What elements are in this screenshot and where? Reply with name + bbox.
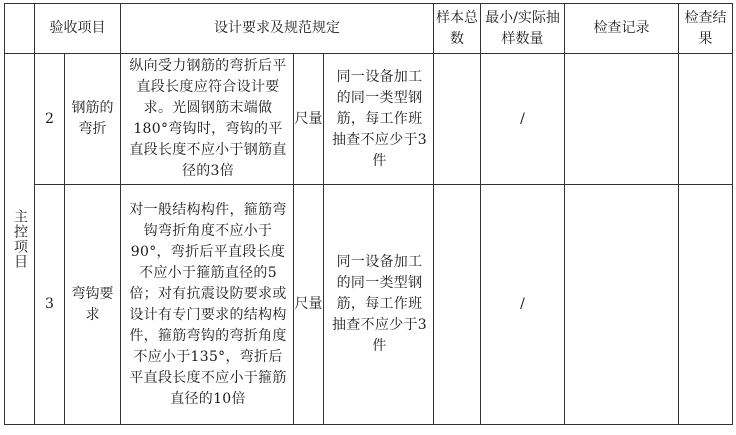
row-check-method: 尺量 <box>294 185 324 425</box>
row-item-name: 钢筋的弯折 <box>65 54 121 185</box>
row-inspection-record[interactable] <box>565 185 679 425</box>
row-index: 2 <box>35 54 65 185</box>
header-min-actual-sample: 最小/实际抽样数量 <box>481 4 565 54</box>
row-sampling-rule: 同一设备加工的同一类型钢筋，每工作班抽查不应少于3件 <box>324 185 434 425</box>
header-row <box>5 4 733 54</box>
group-label: 主控项目 <box>12 209 28 269</box>
table-row <box>5 54 733 185</box>
header-inspection-result: 检查结果 <box>679 4 733 54</box>
row-index: 3 <box>35 185 65 425</box>
table-row <box>5 185 733 425</box>
group-cell <box>5 54 35 425</box>
row-requirement: 纵向受力钢筋的弯折后平直段长度应符合设计要求。光圆钢筋末端做180°弯钩时，弯钩的平直段长度不应小于钢筋直径的3倍 <box>121 54 294 185</box>
row-sample-total[interactable] <box>434 185 481 425</box>
row-inspection-result[interactable] <box>679 54 733 185</box>
header-inspection-record: 检查记录 <box>565 4 679 54</box>
row-inspection-result[interactable] <box>679 185 733 425</box>
row-requirement: 对一般结构构件，箍筋弯钩弯折角度不应小于90°，弯折后平直段长度不应小于箍筋直径的5倍；对有抗震设防要求或设计有专门要求的结构构件，箍筋弯钩的弯折角度不应小于135°，弯折后平直段长度不应小于箍筋直径的10倍 <box>121 185 294 425</box>
row-inspection-record[interactable] <box>565 54 679 185</box>
row-sample-total[interactable] <box>434 54 481 185</box>
row-min-actual[interactable]: / <box>481 54 565 185</box>
header-sample-total: 样本总数 <box>434 4 481 54</box>
row-min-actual[interactable]: / <box>481 185 565 425</box>
header-corner-cell <box>5 4 35 54</box>
row-check-method: 尺量 <box>294 54 324 185</box>
inspection-table <box>4 3 733 425</box>
header-design-requirements: 设计要求及规范规定 <box>121 4 434 54</box>
row-sampling-rule: 同一设备加工的同一类型钢筋，每工作班抽查不应少于3件 <box>324 54 434 185</box>
row-item-name: 弯钩要求 <box>65 185 121 425</box>
header-acceptance-item: 验收项目 <box>35 4 121 54</box>
